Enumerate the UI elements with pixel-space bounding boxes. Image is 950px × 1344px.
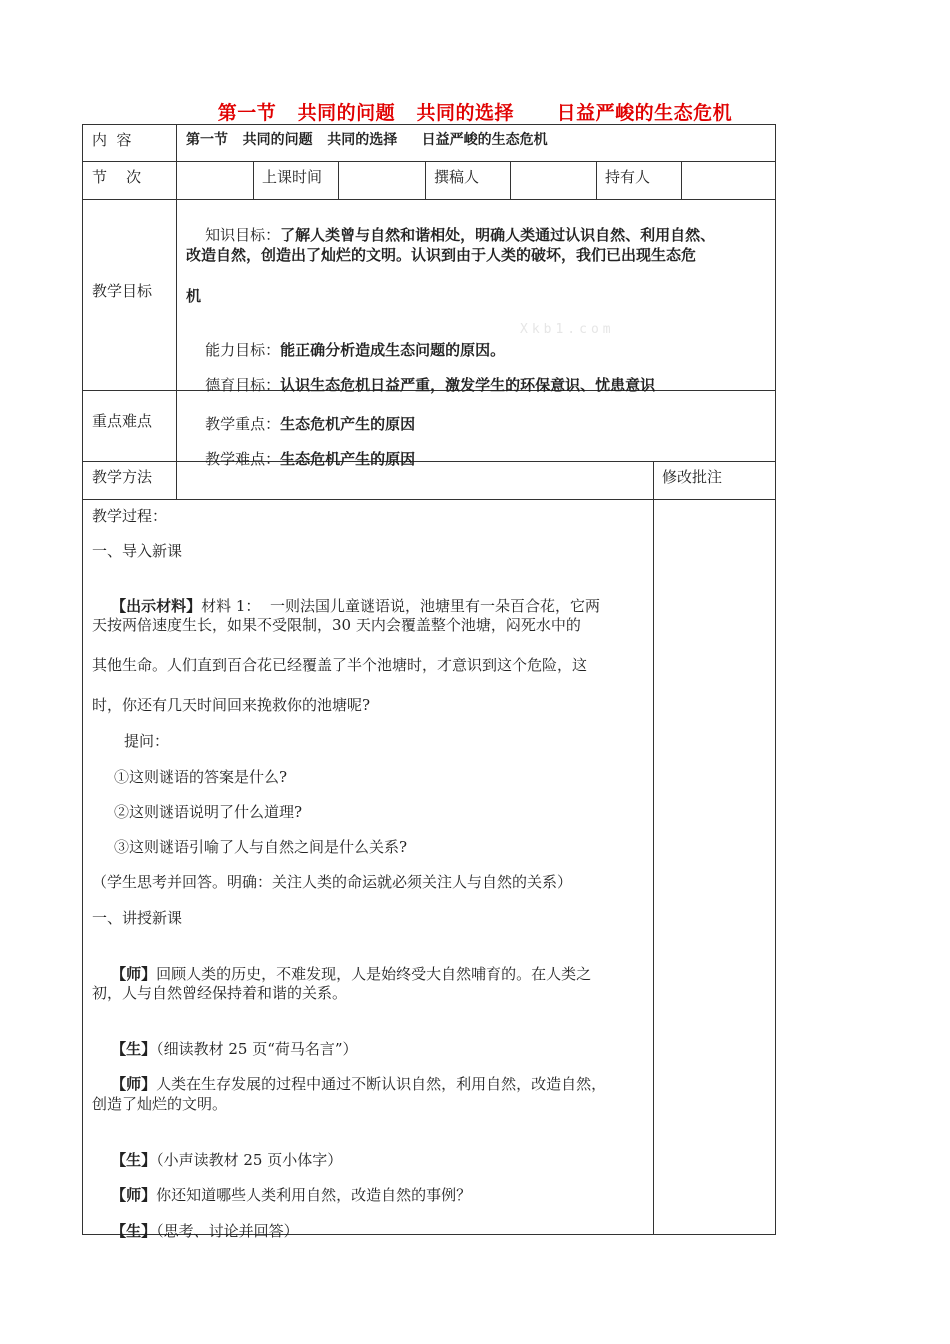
question-3: ③这则谜语引喻了人与自然之间是什么关系? <box>114 838 408 856</box>
knowledge-line2: 改造自然，创造出了灿烂的文明。认识到由于人类的破坏，我们已出现生态危 <box>186 246 697 264</box>
knowledge-prefix: 知识目标： <box>205 226 281 244</box>
material-text: 材料 1： 一则法国儿童谜语说，池塘里有一朵百合花，它两 <box>201 597 600 615</box>
teaching-difficulty <box>186 429 415 489</box>
table-col-divider <box>176 124 177 500</box>
teacher-tag: 【师】 <box>111 965 157 983</box>
objectives-label: 教学目标 <box>92 282 153 300</box>
student-tag: 【生】 <box>111 1222 157 1240</box>
table-border-top <box>82 124 776 125</box>
knowledge-line3: 机 <box>186 287 202 305</box>
student-tag: 【生】 <box>111 1151 157 1169</box>
method-label: 教学方法 <box>92 468 153 486</box>
question-label: 提问： <box>124 732 170 750</box>
section-label: 节 次 <box>92 168 142 186</box>
teacher-text: 回顾人类的历史，不难发现，人是始终受大自然哺育的。在人类之 <box>156 965 592 983</box>
student-text: （小声读教材 25 页小体字） <box>156 1151 343 1169</box>
difficulty-text: 生态危机产生的原因 <box>280 450 416 468</box>
teacher-1-line2: 初，人与自然曾经保持着和谐的关系。 <box>92 984 348 1002</box>
page-title: 第一节 共同的问题 共同的选择 日益严峻的生态危机 <box>217 102 733 124</box>
keypoints-label: 重点难点 <box>92 412 153 430</box>
ability-text: 能正确分析造成生态问题的原因。 <box>280 341 506 359</box>
table-col-divider <box>681 161 682 200</box>
intro-heading: 一、导入新课 <box>92 542 183 560</box>
process-heading: 教学过程： <box>92 507 168 525</box>
table-col-divider <box>425 161 426 200</box>
class-time-label: 上课时间 <box>262 168 323 186</box>
table-col-divider <box>510 161 511 200</box>
student-3 <box>92 1201 299 1261</box>
teach-heading: 一、讲授新课 <box>92 909 183 927</box>
difficulty-prefix: 教学难点： <box>205 450 281 468</box>
student-tag: 【生】 <box>111 1040 157 1058</box>
teacher-tag: 【师】 <box>111 1186 157 1204</box>
table-border-right <box>775 124 776 1235</box>
material-line2: 天按两倍速度生长，如果不受限制，30 天内会覆盖整个池塘，闷死水中的 <box>92 616 581 634</box>
moral-prefix: 德育目标： <box>205 376 281 394</box>
question-2: ②这则谜语说明了什么道理? <box>114 803 303 821</box>
table-row-divider <box>82 499 776 500</box>
table-col-divider <box>338 161 339 200</box>
author-label: 撰稿人 <box>434 168 480 186</box>
content-value: 第一节 共同的问题 共同的选择 日益严峻的生态危机 <box>186 132 548 148</box>
material-tag: 【出示材料】 <box>111 597 202 615</box>
question-1: ①这则谜语的答案是什么? <box>114 768 288 786</box>
holder-label: 持有人 <box>605 168 651 186</box>
material-line4: 时，你还有几天时间回来挽救你的池塘呢? <box>92 696 371 714</box>
focus-prefix: 教学重点： <box>205 415 281 433</box>
table-row-divider <box>82 199 776 200</box>
revision-label: 修改批注 <box>662 468 723 486</box>
teacher-tag: 【师】 <box>111 1075 157 1093</box>
knowledge-line1: 了解人类曾与自然和谐相处，明确人类通过认识自然、利用自然、 <box>280 226 716 244</box>
student-text: （细读教材 25 页“荷马名言”） <box>156 1040 358 1058</box>
table-col-divider <box>253 161 254 200</box>
teacher-2-line2: 创造了灿烂的文明。 <box>92 1095 228 1113</box>
ability-prefix: 能力目标： <box>205 341 281 359</box>
table-col-divider <box>596 161 597 200</box>
student-text: （思考、讨论并回答） <box>156 1222 299 1240</box>
teacher-text: 人类在生存发展的过程中通过不断认识自然，利用自然，改造自然， <box>156 1075 607 1093</box>
content-label: 内 容 <box>92 131 132 149</box>
focus-text: 生态危机产生的原因 <box>280 415 416 433</box>
table-col-divider <box>653 461 654 1235</box>
material-line3: 其他生命。人们直到百合花已经覆盖了半个池塘时，才意识到这个危险，这 <box>92 656 588 674</box>
teacher-text: 你还知道哪些人类利用自然，改造自然的事例？ <box>156 1186 472 1204</box>
moral-text: 认识生态危机日益严重，激发学生的环保意识、忧患意识 <box>280 376 656 394</box>
answer-note: （学生思考并回答。明确：关注人类的命运就必须关注人与自然的关系） <box>92 873 573 891</box>
table-border-left <box>82 124 83 1235</box>
table-row-divider <box>82 161 776 162</box>
watermark: Xkb1.com <box>520 322 615 337</box>
